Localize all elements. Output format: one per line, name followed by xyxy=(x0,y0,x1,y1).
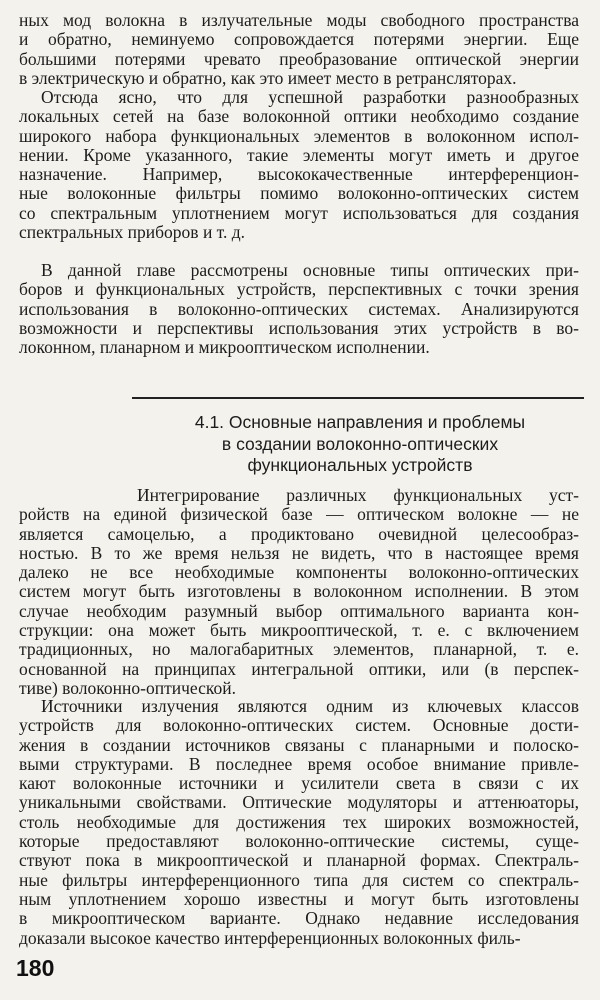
section-heading-line: в создании волоконно-оптических xyxy=(221,433,499,454)
text-line: со спектральным уплотнением могут использоваться для создания xyxy=(19,203,579,223)
text-line: В данной главе рассмотрены основные типы оптических при- xyxy=(41,261,579,280)
text-line: жения в создании источников связаны с планарными и полоско- xyxy=(19,735,579,755)
text-line: случае необходим разумный выбор оптимального варианта кон- xyxy=(19,601,579,621)
text-line: локонном, планарном и микрооптическом исполнении. xyxy=(19,338,430,358)
section-heading xyxy=(140,412,580,477)
text-line: Источники излучения являются одним из ключевых классов xyxy=(41,697,579,716)
text-line: локальных сетей на базе волоконной оптики необходимо создание xyxy=(19,107,579,127)
text-line: ствуют пока в микрооптической и планарной формах. Спектраль- xyxy=(19,851,579,871)
section-divider-rule xyxy=(132,397,584,399)
text-line: кают волоконные источники и усилители света в связи с их xyxy=(19,774,579,794)
text-line: Интегрирование различных функциональных уст- xyxy=(137,486,579,505)
text-line: и обратно, неминуемо сопровождается потерями энергии. Еще xyxy=(19,30,579,50)
text-line: столь необходимые для достижения тех широких возможностей, xyxy=(19,812,579,832)
text-line: далеко не все необходимые компоненты волоконно-оптических xyxy=(19,563,579,583)
text-line: выми структурами. В последнее время особое внимание привле- xyxy=(19,754,579,774)
text-line: которые предоставляют волоконно-оптические системы, суще- xyxy=(19,832,579,852)
text-line: возможности и перспективы использования этих устройств в во- xyxy=(19,318,579,338)
page-number: 180 xyxy=(16,955,55,981)
text-line: традиционных, но малогабаритных элементов, планарной, т. е. xyxy=(19,640,579,660)
paragraph-5 xyxy=(19,697,579,948)
text-line: спектральных приборов и т. д. xyxy=(19,223,246,243)
text-line: устройств для волоконно-оптических систем. Основные дости- xyxy=(19,716,579,736)
text-line: ных мод волокна в излучательные моды свободного пространства xyxy=(19,11,579,30)
text-line: использования в волоконно-оптических системах. Анализируются xyxy=(19,299,579,319)
paragraph-2 xyxy=(19,88,579,242)
text-line: большими потерями чревато преобразование оптической энергии xyxy=(19,49,579,69)
text-line: Отсюда ясно, что для успешной разработки разнообразных xyxy=(41,88,579,107)
text-line: основанной на принципах интегральной оптики, или (в перспек- xyxy=(19,659,579,679)
text-line: ные фильтры интерференционного типа для систем со спектраль- xyxy=(19,870,579,890)
text-line: нении. Кроме указанного, такие элементы могут иметь и другое xyxy=(19,145,579,165)
text-line: уникальными свойствами. Оптические модуляторы и аттенюаторы, xyxy=(19,793,579,813)
text-line: назначение. Например, высококачественные интерференцион- xyxy=(19,165,579,185)
paragraph-3 xyxy=(19,261,579,357)
text-line: широкого набора функциональных элементов в волоконном испол- xyxy=(19,126,579,146)
text-line: ностью. В то же время нельзя не видеть, что в настоящее время xyxy=(19,543,579,563)
text-line: боров и функциональных устройств, перспективных с точки зрения xyxy=(19,280,579,300)
text-line: в микрооптическом варианте. Однако недавние исследования xyxy=(19,909,579,929)
text-line: струкции: она может быть микрооптической, т. е. с включением xyxy=(19,621,579,641)
text-line: ные волоконные фильтры помимо волоконно-оптических систем xyxy=(19,184,579,204)
text-line: ройств на единой физической базе — оптическом волокне — не xyxy=(19,505,579,525)
text-line: в электрическую и обратно, как это имеет место в ретрансляторах. xyxy=(19,68,517,88)
text-line: доказали высокое качество интерференционных волоконных филь- xyxy=(19,928,521,948)
text-line: систем могут быть изготовлены в волоконном исполнении. В этом xyxy=(19,582,579,602)
section-heading-line: функциональных устройств xyxy=(247,455,473,475)
text-line: ным уплотнением хорошо известны и могут быть изготовлены xyxy=(19,889,579,909)
text-line: является самоцелью, а продиктовано очевидной целесообраз- xyxy=(19,524,579,544)
paragraph-4 xyxy=(19,486,579,698)
paragraph-1 xyxy=(19,11,579,88)
text-line: тиве) волоконно-оптической. xyxy=(19,678,236,698)
section-heading-line: 4.1. Основные направления и проблемы xyxy=(194,412,526,432)
